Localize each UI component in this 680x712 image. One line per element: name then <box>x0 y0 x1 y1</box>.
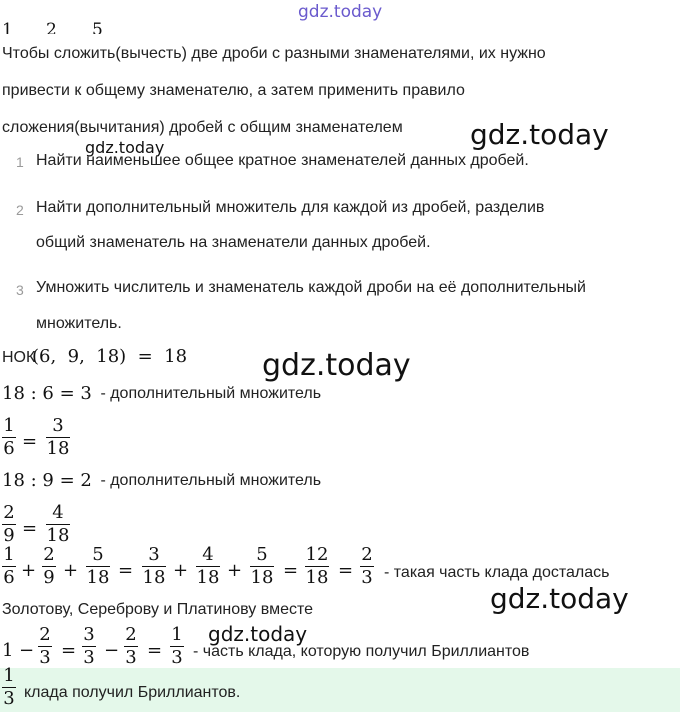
fraction: 2 3 <box>125 624 137 668</box>
fraction: 12 18 <box>305 544 329 588</box>
step-number: 2 <box>16 202 24 218</box>
watermark: gdz.today <box>490 582 629 615</box>
cut-number: 5 <box>92 20 103 34</box>
step-text: Умножить числитель и знаменатель каждой дроби на её дополнительный <box>36 279 586 296</box>
intro-line: Чтобы сложить(вычесть) две дроби с разными знаменателями, их нужно <box>2 45 546 62</box>
fraction: 3 3 <box>83 624 95 668</box>
plus-sign: + <box>173 560 189 581</box>
step-number: 3 <box>16 282 24 298</box>
nok-expression: (6, 9, 18) = 18 <box>32 346 188 367</box>
watermark: gdz.today <box>208 622 308 646</box>
answer-text: клада получил Бриллиантов. <box>24 684 241 701</box>
equals-sign: = <box>338 560 354 581</box>
difference-note: - часть клада, которую получил Бриллиантов <box>193 643 530 660</box>
equals-sign: = <box>283 560 299 581</box>
fraction: 1 6 <box>3 415 15 459</box>
step-text: общий знаменатель на знаменатели данных дробей. <box>36 234 431 251</box>
step-text: Найти наименьшее общее кратное знаменателей данных дробей. <box>36 152 529 169</box>
watermark: gdz.today <box>470 118 609 151</box>
equals-sign: = <box>22 431 38 452</box>
plus-sign: + <box>63 560 79 581</box>
watermark: gdz.today <box>298 2 383 22</box>
equals-sign: = <box>118 560 134 581</box>
fraction: 5 18 <box>250 544 274 588</box>
fraction: 2 3 <box>39 624 51 668</box>
minus-sign: − <box>104 640 120 661</box>
plus-sign: + <box>21 560 37 581</box>
fraction: 4 18 <box>196 544 220 588</box>
fraction: 2 9 <box>43 544 55 588</box>
intro-line: сложения(вычитания) дробей с общим знаменателем <box>2 119 403 136</box>
equals-sign: = <box>61 640 77 661</box>
fraction: 3 18 <box>46 415 70 459</box>
division-note: - дополнительный множитель <box>96 385 322 402</box>
intro-line: привести к общему знаменателю, а затем применить правило <box>2 82 465 99</box>
fraction: 2 9 <box>3 502 15 546</box>
fraction: 5 18 <box>86 544 110 588</box>
fraction: 1 6 <box>3 544 15 588</box>
nok-label: НОК <box>2 349 36 366</box>
answer-fraction: 1 3 <box>3 665 15 709</box>
fraction: 1 3 <box>171 624 183 668</box>
division-expression: 18 : 6 = 3 <box>2 383 92 404</box>
division-expression: 18 : 9 = 2 <box>2 470 92 491</box>
equals-sign: = <box>147 640 163 661</box>
cut-number: 2 <box>46 20 57 34</box>
fraction: 3 18 <box>142 544 166 588</box>
cut-number: 1 <box>2 20 13 34</box>
step-number: 1 <box>16 154 24 170</box>
minus-sign: − <box>19 640 35 661</box>
watermark: gdz.today <box>262 348 411 383</box>
sum-note: - такая часть клада досталась <box>384 564 610 581</box>
sum-note-continued: Золотову, Сереброву и Платинову вместе <box>2 601 314 618</box>
equals-sign: = <box>22 518 38 539</box>
watermark: gdz.today <box>85 138 165 157</box>
step-text: множитель. <box>36 315 122 332</box>
plus-sign: + <box>227 560 243 581</box>
fraction: 2 3 <box>361 544 373 588</box>
step-text: Найти дополнительный множитель для каждой из дробей, разделив <box>36 199 545 216</box>
fraction: 4 18 <box>46 502 70 546</box>
integer-one: 1 <box>2 640 14 661</box>
division-note: - дополнительный множитель <box>96 472 322 489</box>
